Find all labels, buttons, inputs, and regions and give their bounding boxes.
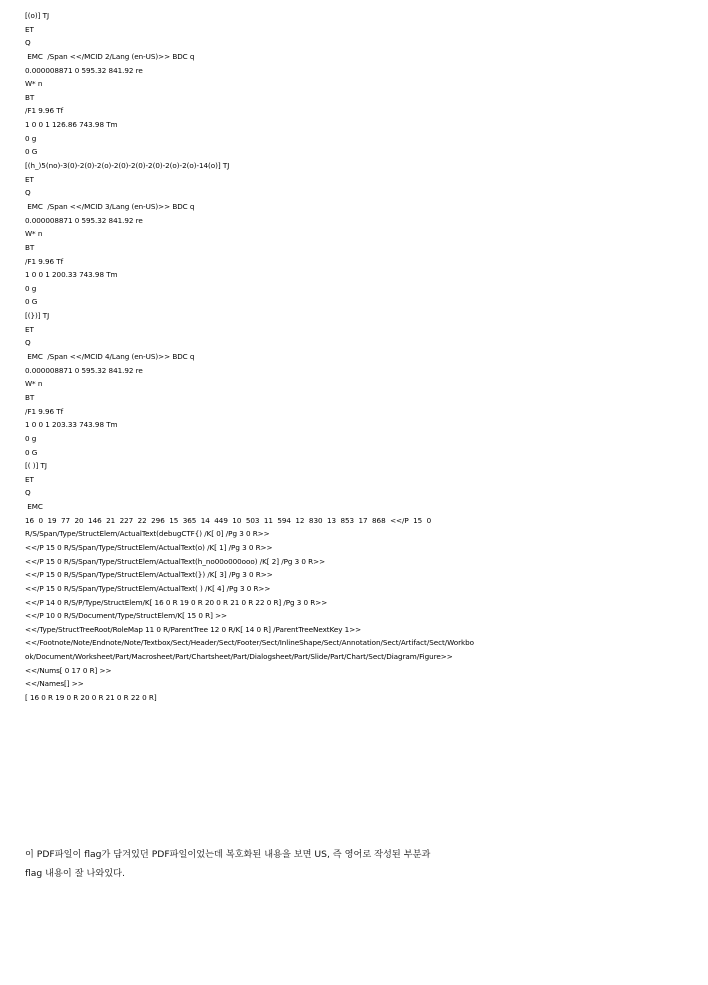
code-line: [(})] TJ (25, 311, 50, 321)
code-line: <</Names[] >> (25, 679, 84, 689)
code-line: 0 g (25, 433, 37, 443)
explanation-line: flag 내용이 잘 나와있다. (25, 868, 125, 879)
code-line: 0 g (25, 133, 37, 143)
code-line: [( )] TJ (25, 461, 47, 471)
code-line: <</P 15 0 R/S/Span/Type/StructElem/ActualText(o) /K[ 1] /Pg 3 0 R>> (25, 542, 273, 552)
code-line: 0 G (25, 297, 38, 307)
code-line: <</Type/StructTreeRoot/RoleMap 11 0 R/ParentTree 12 0 R/K[ 14 0 R] /ParentTreeNextKey 1>> (25, 624, 362, 634)
code-line: W* n (25, 229, 43, 239)
code-line: BT (25, 242, 35, 252)
code-line: 0.000008871 0 595.32 841.92 re (25, 65, 143, 75)
code-line: ET (25, 174, 34, 184)
code-line: ok/Document/Worksheet/Part/Macrosheet/Part/Chartsheet/Part/Dialogsheet/Part/Slide/Part/Chart/Sect/Diagram/Figure>> (25, 652, 453, 662)
code-line: EMC /Span <</MCID 4/Lang (en-US)>> BDC q (25, 352, 195, 362)
code-line: <</P 10 0 R/S/Document/Type/StructElem/K[ 15 0 R] >> (25, 611, 228, 621)
code-line: 0 G (25, 447, 38, 457)
code-line: 0.000008871 0 595.32 841.92 re (25, 215, 143, 225)
code-line: Q (25, 338, 31, 348)
code-line: /F1 9.96 Tf (25, 256, 64, 266)
code-line: 0.000008871 0 595.32 841.92 re (25, 365, 143, 375)
code-line: BT (25, 392, 35, 402)
code-line: [(o)] TJ (25, 11, 50, 20)
code-line: 0 G (25, 147, 38, 157)
code-line: /F1 9.96 Tf (25, 406, 64, 416)
code-line: EMC /Span <</MCID 2/Lang (en-US)>> BDC q (25, 51, 195, 61)
code-line: 1 0 0 1 200.33 743.98 Tm (25, 270, 118, 280)
code-line: 16 0 19 77 20 146 21 227 22 296 15 365 14 449 10 503 11 594 12 830 13 853 17 868 <</P 15 0 (25, 515, 432, 525)
code-line: <</Nums[ 0 17 0 R] >> (25, 665, 112, 675)
code-line: EMC (25, 502, 43, 512)
explanation-line: 이 PDF파일이 flag가 담겨있던 PDF파일이었는데 복호화된 내용을 보면 US, 즉 영어로 작성된 부분과 (25, 849, 431, 860)
code-line: 1 0 0 1 203.33 743.98 Tm (25, 420, 118, 430)
code-line: 0 g (25, 283, 37, 293)
code-line: <</P 15 0 R/S/Span/Type/StructElem/ActualText( ) /K[ 4] /Pg 3 0 R>> (25, 583, 271, 593)
code-line: <</P 15 0 R/S/Span/Type/StructElem/ActualText(h_no00o000ooo) /K[ 2] /Pg 3 0 R>> (25, 556, 326, 566)
code-line: <</P 14 0 R/S/P/Type/StructElem/K[ 16 0 R 19 0 R 20 0 R 21 0 R 22 0 R] /Pg 3 0 R>> (25, 597, 328, 607)
code-line: ET (25, 324, 34, 334)
code-line: [(h_)5(no)-3(0)-2(0)-2(o)-2(0)-2(0)-2(0)-2(o)-2(o)-14(o)] TJ (25, 161, 230, 171)
code-line: <</Footnote/Note/Endnote/Note/Textbox/Sect/Header/Sect/Footer/Sect/InlineShape/Sect/Annotation/Sect/Artifact/Sect/Workbo (25, 638, 474, 648)
explanation-paragraph (25, 845, 695, 883)
code-line: W* n (25, 379, 43, 389)
code-line: Q (25, 38, 31, 48)
code-line: ET (25, 474, 34, 484)
code-line: Q (25, 488, 31, 498)
code-line: <</P 15 0 R/S/Span/Type/StructElem/ActualText(}) /K[ 3] /Pg 3 0 R>> (25, 570, 273, 580)
code-line: [ 16 0 R 19 0 R 20 0 R 21 0 R 22 0 R] (25, 693, 157, 703)
pdf-stream-dump (25, 9, 695, 705)
code-line: 1 0 0 1 126.86 743.98 Tm (25, 120, 118, 130)
code-line: ET (25, 24, 34, 34)
code-line: R/S/Span/Type/StructElem/ActualText(debugCTF{) /K[ 0] /Pg 3 0 R>> (25, 529, 270, 539)
code-line: BT (25, 92, 35, 102)
code-line: Q (25, 188, 31, 198)
code-line: /F1 9.96 Tf (25, 106, 64, 116)
code-line: W* n (25, 79, 43, 89)
code-line: EMC /Span <</MCID 3/Lang (en-US)>> BDC q (25, 201, 195, 211)
